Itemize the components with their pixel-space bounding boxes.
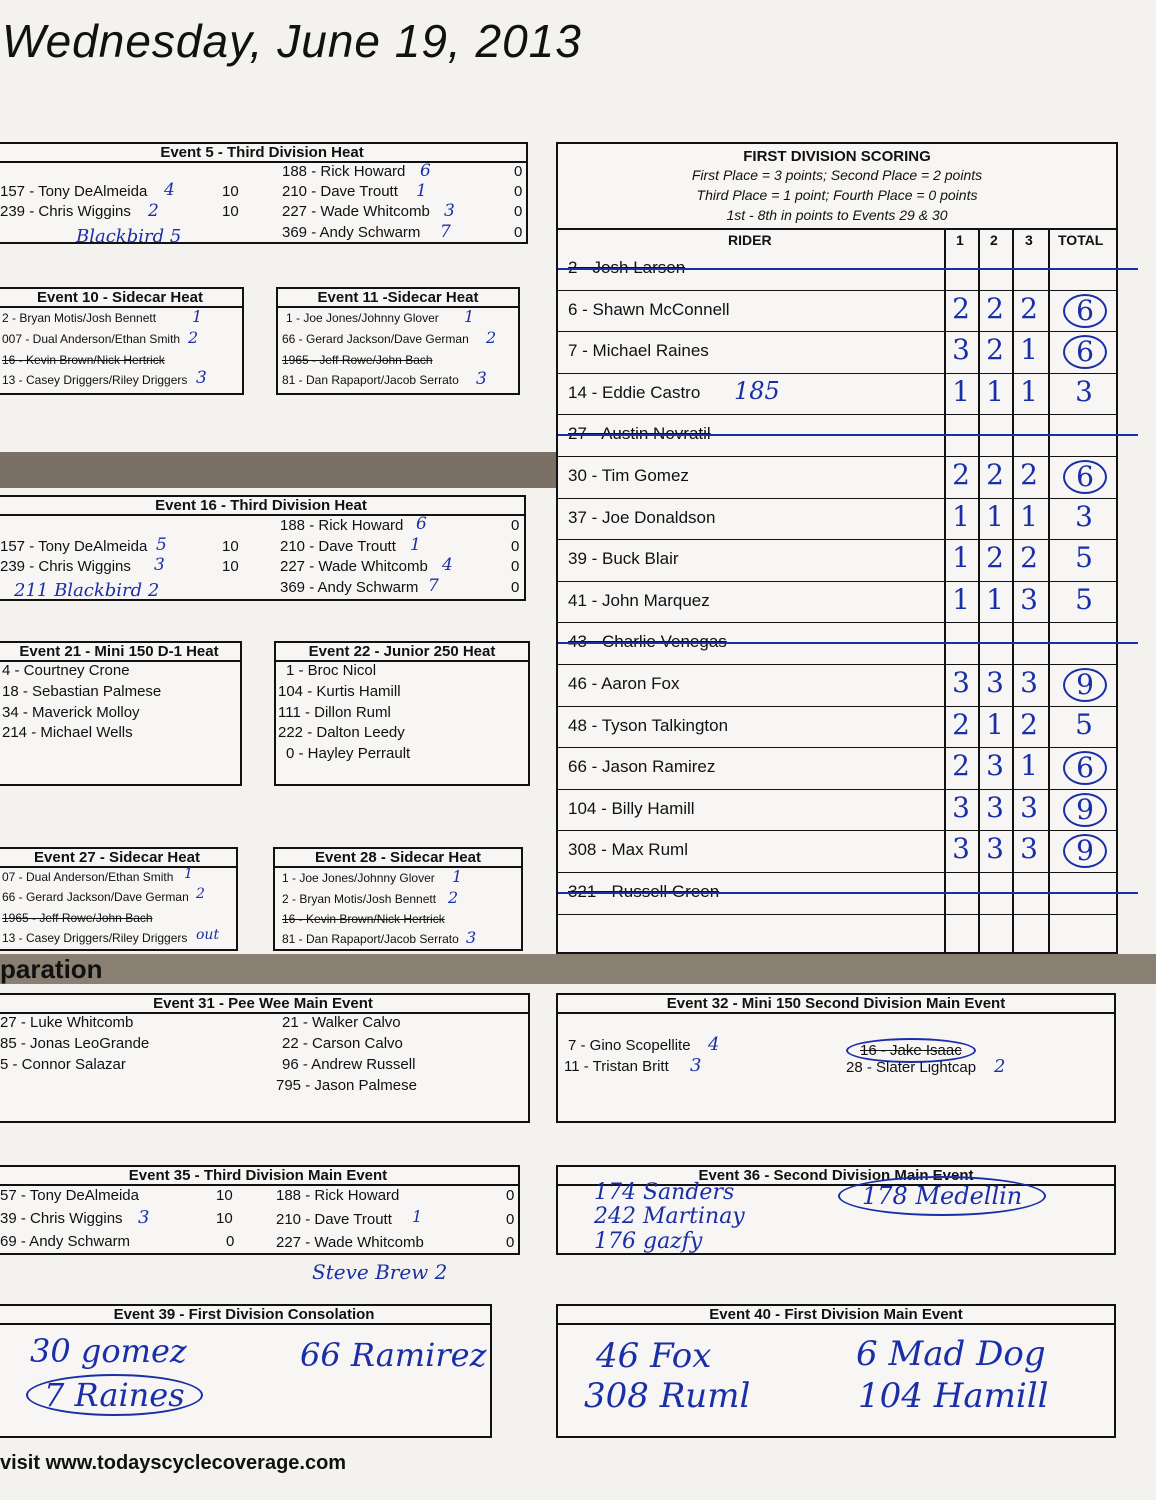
event-27-rider: 07 - Dual Anderson/Ethan Smith <box>2 870 174 884</box>
event-21-rider: 214 - Michael Wells <box>2 724 133 741</box>
round-2-points: 3 <box>986 666 1004 699</box>
round-2-points: 1 <box>986 707 1004 741</box>
round-2-points: 3 <box>986 832 1004 866</box>
event-28-rider: 2 - Bryan Motis/Josh Bennett <box>282 892 437 906</box>
event-35-rider: 188 - Rick Howard <box>276 1187 400 1204</box>
total-points: 6 <box>1063 294 1107 328</box>
score-row-rule <box>558 914 1116 915</box>
score-rider-name: 7 - Michael Raines <box>568 341 709 361</box>
score-row-rule <box>558 290 1116 291</box>
scoring-title: FIRST DIVISION SCORING <box>743 148 931 165</box>
round-1-points: 3 <box>952 832 970 866</box>
event-5-rider: 210 - Dave Troutt <box>282 183 398 200</box>
score-row-rule <box>558 872 1116 873</box>
event-5-hand: 1 <box>416 181 427 201</box>
event-10-hand: 3 <box>196 368 207 388</box>
round-1-points: 2 <box>952 749 970 783</box>
total-points: 3 <box>1075 499 1093 533</box>
event-31-rider: 5 - Connor Salazar <box>0 1056 126 1073</box>
score-row-rule <box>558 622 1116 623</box>
event-5-hand: 3 <box>444 201 455 221</box>
event-10-rider: 16 - Kevin Brown/Nick Hertrick <box>2 353 165 367</box>
event-31-rider: 21 - Walker Calvo <box>282 1014 401 1031</box>
event-35-note: Steve Brew 2 <box>312 1260 448 1284</box>
event-32-hand: 3 <box>690 1055 702 1076</box>
event-5-score: 0 <box>514 183 523 200</box>
round-2-points: 2 <box>986 333 1004 367</box>
event-16-score: 10 <box>222 538 239 555</box>
event-27-hand: 1 <box>184 866 193 882</box>
event-32-hand: 4 <box>708 1034 720 1055</box>
scratch-line <box>558 642 1138 644</box>
event-31-rider: 85 - Jonas LeoGrande <box>0 1035 150 1052</box>
event-40-hand: 46 Fox <box>596 1336 712 1376</box>
event-10-rider: 007 - Dual Anderson/Ethan Smith <box>2 332 181 346</box>
round-1-points: 1 <box>952 582 970 616</box>
round-1-points: 3 <box>952 790 970 824</box>
event-40-hand: 104 Hamill <box>858 1376 1049 1416</box>
event-36-hand: 178 Medellin <box>838 1176 1046 1216</box>
event-16-score: 0 <box>511 558 520 575</box>
event-35-rider: 227 - Wade Whitcomb <box>276 1234 424 1251</box>
event-28-rider: 16 - Kevin Brown/Nick Hertrick <box>282 912 445 926</box>
round-2-points: 3 <box>986 749 1004 783</box>
event-10-rider: 2 - Bryan Motis/Josh Bennett <box>2 311 157 325</box>
event-16-hand: 6 <box>416 514 427 534</box>
event-36-hand: 174 Sanders <box>594 1180 735 1205</box>
event-5-rider: 227 - Wade Whitcomb <box>282 203 430 220</box>
event-36-title: Event 36 - Second Division Main Event <box>558 1167 1114 1186</box>
round-1-points: 3 <box>952 666 970 699</box>
event-35-rider: 210 - Dave Troutt <box>276 1211 392 1228</box>
event-28-hand: 3 <box>466 928 477 947</box>
event-27-hand: 2 <box>196 886 205 902</box>
event-40-hand: 6 Mad Dog <box>856 1334 1046 1374</box>
event-35-score: 0 <box>506 1187 515 1204</box>
event-16-score: 10 <box>222 558 239 575</box>
round-3-points: 1 <box>1020 499 1038 533</box>
event-32-rider: 11 - Tristan Britt <box>564 1058 669 1075</box>
event-35-rider: 39 - Chris Wiggins <box>0 1210 123 1227</box>
score-rider-name: 30 - Tim Gomez <box>568 466 689 485</box>
score-rider-name: 104 - Billy Hamill <box>568 798 695 818</box>
scratch-line <box>558 268 1138 270</box>
total-points: 9 <box>1063 793 1107 827</box>
divider-band <box>0 452 556 488</box>
scoring-rule: First Place = 3 points; Second Place = 2 points <box>691 167 983 183</box>
event-16-score: 0 <box>511 579 520 596</box>
event-28-hand: 1 <box>452 867 463 886</box>
round-3-points: 3 <box>1020 832 1038 866</box>
event-22-rider: 1 - Broc Nicol <box>286 662 377 679</box>
event-5-title: Event 5 - Third Division Heat <box>0 144 526 163</box>
score-rider-name: 6 - Shawn McConnell <box>568 299 730 319</box>
event-22-rider: 222 - Dalton Leedy <box>278 724 405 741</box>
event-32-rider: 16 - Jake Isaac <box>846 1038 976 1063</box>
event-16-hand: 3 <box>154 555 165 575</box>
round-3-points: 2 <box>1020 458 1038 491</box>
event-39-hand: 66 Ramirez <box>300 1336 487 1374</box>
event-11-hand: 3 <box>476 369 487 389</box>
event-28-hand: 2 <box>448 888 459 907</box>
score-rider-name: 308 - Max Ruml <box>568 840 688 860</box>
event-32-title: Event 32 - Mini 150 Second Division Main Event <box>558 995 1114 1014</box>
event-35-score: 0 <box>506 1234 515 1251</box>
header-rule <box>558 228 1116 230</box>
event-16-hand: 7 <box>428 576 439 596</box>
event-27-title: Event 27 - Sidecar Heat <box>0 849 236 868</box>
event-22-rider: 104 - Kurtis Hamill <box>278 683 401 700</box>
event-35-hand: 1 <box>412 1207 423 1226</box>
event-16-hand: 4 <box>442 555 453 575</box>
event-5-score: 0 <box>514 224 523 241</box>
event-16-rider: 239 - Chris Wiggins <box>0 558 131 575</box>
round-3-points: 3 <box>1020 666 1038 699</box>
score-rider-name: 37 - Joe Donaldson <box>568 507 716 527</box>
event-27-hand: out <box>196 927 220 943</box>
round-1-points: 2 <box>952 707 970 741</box>
round-2-points: 2 <box>986 541 1004 575</box>
event-16-rider: 369 - Andy Schwarm <box>280 579 419 596</box>
event-5-hand: 4 <box>164 180 175 200</box>
event-11-rider: 66 - Gerard Jackson/Dave German <box>282 332 469 346</box>
event-31-title: Event 31 - Pee Wee Main Event <box>0 995 528 1014</box>
event-5-hand: 2 <box>148 201 159 221</box>
round-3-points: 2 <box>1020 707 1038 741</box>
score-row-rule <box>558 456 1116 457</box>
round-3-points: 2 <box>1020 291 1038 325</box>
score-row-rule <box>558 498 1116 499</box>
event-22-rider: 111 - Dillon Ruml <box>278 704 391 721</box>
event-10-rider: 13 - Casey Driggers/Riley Driggers <box>2 373 188 387</box>
score-rider-name: 66 - Jason Ramirez <box>568 757 716 777</box>
event-5-note: Blackbird 5 <box>76 226 182 247</box>
score-rider-name: 41 - John Marquez <box>568 590 710 610</box>
total-header: TOTAL <box>1058 232 1104 248</box>
event-16-hand: 1 <box>410 535 421 555</box>
event-32-hand: 2 <box>994 1056 1006 1077</box>
col-divider <box>1048 228 1050 952</box>
event-5-score: 0 <box>514 203 523 220</box>
event-32-rider: 28 - Slater Lightcap <box>846 1059 977 1076</box>
section-title: paration <box>0 954 103 984</box>
event-11-title: Event 11 -Sidecar Heat <box>278 289 518 308</box>
event-31-rider: 27 - Luke Whitcomb <box>0 1014 134 1031</box>
round-3-points: 3 <box>1020 790 1038 824</box>
score-row-rule <box>558 830 1116 831</box>
event-28-title: Event 28 - Sidecar Heat <box>275 849 521 868</box>
score-rider-name: 46 - Aaron Fox <box>568 674 680 693</box>
round-3-points: 1 <box>1020 749 1038 783</box>
round-1-points: 1 <box>952 499 970 533</box>
total-points: 5 <box>1075 707 1093 741</box>
event-31-rider: 795 - Jason Palmese <box>276 1077 417 1094</box>
score-row-rule <box>558 331 1116 332</box>
event-27-rider: 66 - Gerard Jackson/Dave German <box>2 890 189 904</box>
event-10-title: Event 10 - Sidecar Heat <box>0 289 242 308</box>
score-row-rule <box>558 581 1116 582</box>
event-35-score: 10 <box>216 1210 233 1227</box>
event-35-hand: 3 <box>138 1207 150 1228</box>
event-21-rider: 4 - Courtney Crone <box>2 662 130 679</box>
score-row-rule <box>558 747 1116 748</box>
score-row-rule <box>558 539 1116 540</box>
event-31-rider: 22 - Carson Calvo <box>282 1035 403 1052</box>
event-11-rider: 1965 - Jeff Rowe/John Bach <box>282 353 433 367</box>
score-rider-name: 14 - Eddie Castro <box>568 382 701 402</box>
event-35-score: 10 <box>216 1187 233 1204</box>
round-1-points: 1 <box>952 541 970 575</box>
scoring-rule: Third Place = 1 point; Fourth Place = 0 points <box>696 187 978 203</box>
event-22-rider: 0 - Hayley Perrault <box>286 745 411 762</box>
round-3-points: 1 <box>1020 374 1038 408</box>
event-16-rider: 188 - Rick Howard <box>280 517 404 534</box>
event-27-rider: 1965 - Jeff Rowe/John Bach <box>2 911 153 925</box>
score-rider-name: 39 - Buck Blair <box>568 549 679 569</box>
score-rider-name: 48 - Tyson Talkington <box>568 715 729 735</box>
event-16-score: 0 <box>511 538 520 555</box>
event-5-hand: 6 <box>420 161 431 181</box>
event-21-rider: 18 - Sebastian Palmese <box>2 683 162 700</box>
event-5-hand: 7 <box>440 222 451 242</box>
score-rider-note: 185 <box>734 376 780 405</box>
total-points: 5 <box>1075 582 1093 616</box>
round-1-points: 3 <box>952 333 970 367</box>
event-11-hand: 2 <box>486 328 497 347</box>
scratch-line <box>558 892 1138 894</box>
section-band <box>0 954 1156 984</box>
event-5-rider: 369 - Andy Schwarm <box>282 224 421 241</box>
event-5-score: 10 <box>222 203 239 220</box>
event-11-hand: 1 <box>464 307 475 326</box>
event-16-note: 211 Blackbird 2 <box>14 580 160 601</box>
event-5-score: 10 <box>222 183 239 200</box>
event-40-hand: 308 Ruml <box>584 1376 751 1416</box>
event-36-hand: 242 Martinay <box>594 1204 745 1229</box>
score-row-rule <box>558 414 1116 415</box>
total-points: 6 <box>1063 751 1107 785</box>
scoring-rule: 1st - 8th in points to Events 29 & 30 <box>726 207 948 223</box>
event-28-rider: 1 - Joe Jones/Johnny Glover <box>282 871 435 885</box>
event-35-score: 0 <box>506 1211 515 1228</box>
event-5-rider: 188 - Rick Howard <box>282 163 406 180</box>
round-2-points: 1 <box>986 499 1004 533</box>
score-row-rule <box>558 706 1116 707</box>
total-points: 5 <box>1075 541 1093 575</box>
event-11-rider: 81 - Dan Rapaport/Jacob Serrato <box>282 373 459 387</box>
event-5-rider: 239 - Chris Wiggins <box>0 203 131 220</box>
event-39-title: Event 39 - First Division Consolation <box>0 1306 490 1325</box>
event-35-rider: 57 - Tony DeAlmeida <box>0 1187 139 1204</box>
event-39-hand: 30 gomez <box>30 1332 187 1370</box>
event-16-title: Event 16 - Third Division Heat <box>0 497 524 516</box>
event-10-hand: 2 <box>188 328 199 347</box>
scratch-line <box>558 434 1138 436</box>
event-11-rider: 1 - Joe Jones/Johnny Glover <box>286 311 439 325</box>
page-date: Wednesday, June 19, 2013 <box>2 15 582 67</box>
event-32-rider: 7 - Gino Scopellite <box>568 1037 691 1054</box>
event-35-score: 0 <box>226 1233 235 1250</box>
event-5-rider: 157 - Tony DeAlmeida <box>0 183 148 200</box>
round-2-points: 1 <box>986 374 1004 408</box>
event-31-rider: 96 - Andrew Russell <box>282 1056 416 1073</box>
event-16-rider: 227 - Wade Whitcomb <box>280 558 428 575</box>
event-36-hand: 176 gazfy <box>594 1229 703 1254</box>
round-3-points: 2 <box>1020 541 1038 575</box>
round-2-points: 1 <box>986 582 1004 616</box>
round-3-points: 3 <box>1020 582 1038 616</box>
total-points: 6 <box>1063 335 1107 369</box>
round-2-points: 2 <box>986 458 1004 491</box>
event-16-rider: 210 - Dave Troutt <box>280 538 396 555</box>
round-2-points: 3 <box>986 790 1004 824</box>
score-row-rule <box>558 664 1116 665</box>
event-16-rider: 157 - Tony DeAlmeida <box>0 538 148 555</box>
total-points: 9 <box>1063 834 1107 868</box>
event-10-hand: 1 <box>192 307 203 326</box>
event-28-rider: 81 - Dan Rapaport/Jacob Serrato <box>282 932 459 946</box>
event-35-rider: 69 - Andy Schwarm <box>0 1233 131 1250</box>
event-21-title: Event 21 - Mini 150 D-1 Heat <box>0 643 240 662</box>
event-16-hand: 5 <box>156 535 167 555</box>
event-16-score: 0 <box>511 517 520 534</box>
event-21-rider: 34 - Maverick Molloy <box>2 704 140 721</box>
event-22-title: Event 22 - Junior 250 Heat <box>276 643 528 662</box>
round-1-points: 2 <box>952 291 970 325</box>
total-points: 6 <box>1063 460 1107 494</box>
first-division-scoring-table <box>556 142 1118 954</box>
total-points: 3 <box>1075 374 1093 408</box>
event-5-score: 0 <box>514 163 523 180</box>
round-2-points: 2 <box>986 291 1004 325</box>
footer-url: visit www.todayscyclecoverage.com <box>0 1452 347 1474</box>
score-row-rule <box>558 789 1116 790</box>
event-40-title: Event 40 - First Division Main Event <box>558 1306 1114 1325</box>
score-row-rule <box>558 373 1116 374</box>
round-2-header: 2 <box>990 232 998 248</box>
event-39-hand: 7 Raines <box>26 1374 203 1416</box>
round-1-points: 2 <box>952 458 970 491</box>
round-1-header: 1 <box>956 232 964 248</box>
total-points: 9 <box>1063 668 1107 702</box>
event-35-title: Event 35 - Third Division Main Event <box>0 1167 518 1186</box>
round-1-points: 1 <box>952 374 970 408</box>
rider-col-header: RIDER <box>728 232 772 248</box>
event-27-rider: 13 - Casey Driggers/Riley Driggers <box>2 931 188 945</box>
round-3-header: 3 <box>1025 232 1033 248</box>
round-3-points: 1 <box>1020 333 1038 367</box>
